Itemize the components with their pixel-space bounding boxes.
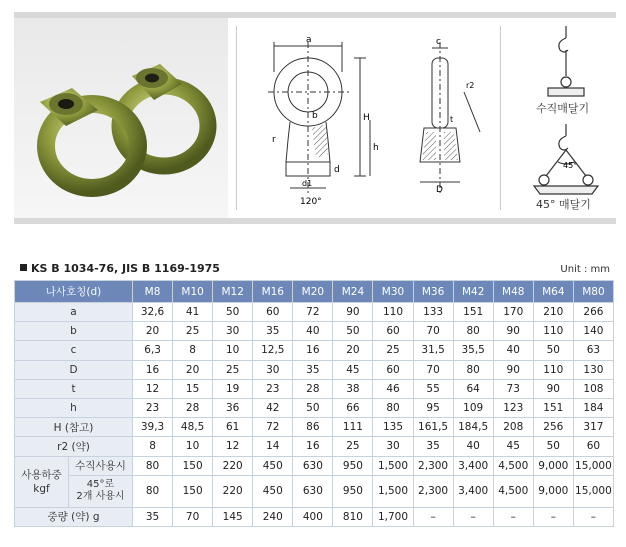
table-cell: 10 — [213, 341, 253, 360]
table-cell: 35 — [133, 507, 173, 526]
table-cell: 46 — [373, 379, 413, 398]
header-size: M16 — [253, 281, 293, 303]
table-cell: 8 — [133, 437, 173, 456]
table-cell: 3,400 — [453, 456, 493, 475]
table-cell: 950 — [333, 475, 373, 507]
table-cell: 3,400 — [453, 475, 493, 507]
standard-title — [20, 262, 220, 275]
figure-divider-1 — [236, 26, 237, 210]
table-cell: 45 — [493, 437, 533, 456]
front-view-drawing — [250, 22, 400, 208]
row-label: t — [15, 379, 133, 398]
table-cell: 30 — [253, 360, 293, 379]
header-size: M12 — [213, 281, 253, 303]
table-cell: 30 — [213, 322, 253, 341]
header-size: M10 — [173, 281, 213, 303]
table-cell: 12 — [213, 437, 253, 456]
row-label: r2 (약) — [15, 437, 133, 456]
table-row-load-45 — [15, 475, 614, 507]
dim-h-label: h — [373, 143, 379, 153]
table-cell: 2,300 — [413, 456, 453, 475]
table-cell: 630 — [293, 475, 333, 507]
dim-t-label: t — [450, 115, 454, 124]
load-group-label — [15, 456, 69, 507]
table-cell: 70 — [413, 360, 453, 379]
table-cell: 1,500 — [373, 456, 413, 475]
table-cell: 80 — [453, 322, 493, 341]
table-cell: 450 — [253, 475, 293, 507]
dim-d-label: d — [334, 165, 340, 175]
table-cell: 109 — [453, 398, 493, 417]
table-cell: 150 — [173, 456, 213, 475]
load-45-label-line2: 2개 사용시 — [76, 491, 125, 503]
table-cell: 66 — [333, 398, 373, 417]
vertical-lift-label: 수직매달기 — [536, 102, 590, 115]
table-cell: 266 — [573, 303, 613, 322]
table-cell: 39,3 — [133, 418, 173, 437]
table-cell: 20 — [133, 322, 173, 341]
bullet-square-icon — [20, 264, 27, 271]
angle-45-label: 45° — [563, 161, 578, 170]
table-cell: 63 — [573, 341, 613, 360]
table-cell: 35 — [413, 437, 453, 456]
spec-table — [14, 280, 614, 527]
header-size: M8 — [133, 281, 173, 303]
table-cell: 150 — [173, 475, 213, 507]
dim-d1-label: d1 — [302, 179, 313, 188]
table-cell: 450 — [253, 456, 293, 475]
table-cell: 810 — [333, 507, 373, 526]
load-group-label-line2: kgf — [33, 482, 50, 495]
table-cell: 145 — [213, 507, 253, 526]
figure-divider-2 — [500, 26, 501, 210]
table-cell: 90 — [493, 360, 533, 379]
table-cell: 9,000 — [533, 475, 573, 507]
table-cell: 170 — [493, 303, 533, 322]
header-size: M80 — [573, 281, 613, 303]
table-cell: – — [453, 507, 493, 526]
table-cell: 19 — [213, 379, 253, 398]
table-cell: 70 — [173, 507, 213, 526]
table-cell: 240 — [253, 507, 293, 526]
table-cell: 950 — [333, 456, 373, 475]
table-cell: 31,5 — [413, 341, 453, 360]
table-cell: 28 — [293, 379, 333, 398]
table-cell: 60 — [373, 322, 413, 341]
table-cell: – — [413, 507, 453, 526]
table-row — [15, 379, 614, 398]
table-cell: 161,5 — [413, 418, 453, 437]
table-cell: 630 — [293, 456, 333, 475]
table-row-weight — [15, 507, 614, 526]
table-cell: 60 — [373, 360, 413, 379]
standard-title-text: KS B 1034-76, JIS B 1169-1975 — [31, 262, 220, 275]
figure-band — [14, 12, 616, 224]
table-cell: 25 — [333, 437, 373, 456]
table-cell: 15,000 — [573, 456, 613, 475]
table-cell: 14 — [253, 437, 293, 456]
table-cell: 184 — [573, 398, 613, 417]
table-cell: 61 — [213, 418, 253, 437]
table-row — [15, 322, 614, 341]
table-row — [15, 360, 614, 379]
table-cell: 4,500 — [493, 456, 533, 475]
dim-c-label: c — [436, 37, 441, 47]
table-cell: 220 — [213, 456, 253, 475]
angle-120-label: 120° — [300, 197, 322, 207]
table-cell: 256 — [533, 418, 573, 437]
table-cell: 90 — [333, 303, 373, 322]
band-bottom-rule — [14, 218, 616, 224]
spec-table-body — [15, 303, 614, 527]
table-cell: 32,6 — [133, 303, 173, 322]
table-cell: 35,5 — [453, 341, 493, 360]
row-label: h — [15, 398, 133, 417]
table-cell: 80 — [373, 398, 413, 417]
table-cell: 48,5 — [173, 418, 213, 437]
table-cell: 23 — [253, 379, 293, 398]
header-thread-size: 나사호칭(d) — [15, 281, 133, 303]
table-cell: 1,500 — [373, 475, 413, 507]
table-cell: 72 — [253, 418, 293, 437]
table-cell: 50 — [533, 437, 573, 456]
table-row — [15, 418, 614, 437]
table-cell: 25 — [373, 341, 413, 360]
dim-H-label: H — [363, 113, 370, 123]
table-cell: 60 — [253, 303, 293, 322]
table-cell: 38 — [333, 379, 373, 398]
table-cell: 41 — [173, 303, 213, 322]
table-cell: 130 — [573, 360, 613, 379]
table-cell: – — [533, 507, 573, 526]
table-cell: 30 — [373, 437, 413, 456]
table-cell: 90 — [493, 322, 533, 341]
table-row — [15, 437, 614, 456]
table-cell: 16 — [293, 437, 333, 456]
side-view-drawing — [402, 22, 492, 208]
row-label: H (참고) — [15, 418, 133, 437]
table-cell: 35 — [253, 322, 293, 341]
table-cell: 50 — [533, 341, 573, 360]
table-cell: 16 — [293, 341, 333, 360]
table-cell: 80 — [133, 475, 173, 507]
dim-r2-label: r2 — [466, 81, 475, 90]
table-cell: 40 — [453, 437, 493, 456]
dim-r-label: r — [272, 135, 276, 145]
table-cell: 23 — [133, 398, 173, 417]
table-cell: 40 — [493, 341, 533, 360]
eye-nut-illustration — [14, 18, 228, 218]
table-cell: 210 — [533, 303, 573, 322]
header-size: M64 — [533, 281, 573, 303]
table-cell: 60 — [573, 437, 613, 456]
table-cell: 45 — [333, 360, 373, 379]
table-cell: 72 — [293, 303, 333, 322]
table-cell: 95 — [413, 398, 453, 417]
table-cell: 151 — [533, 398, 573, 417]
table-cell: 151 — [453, 303, 493, 322]
table-cell: 2,300 — [413, 475, 453, 507]
table-row — [15, 398, 614, 417]
table-row — [15, 303, 614, 322]
table-cell: 50 — [213, 303, 253, 322]
header-size: M42 — [453, 281, 493, 303]
eye-nut-photo — [14, 18, 228, 218]
table-cell: 12,5 — [253, 341, 293, 360]
load-group-label-line1: 사용하중 — [21, 468, 62, 481]
table-cell: 40 — [293, 322, 333, 341]
table-row-load-vertical — [15, 456, 614, 475]
unit-label: Unit : mm — [560, 264, 610, 275]
table-cell: 36 — [213, 398, 253, 417]
load-45-label-line1: 45°로 — [86, 479, 115, 491]
header-size: M24 — [333, 281, 373, 303]
table-cell: 50 — [333, 322, 373, 341]
table-cell: 4,500 — [493, 475, 533, 507]
table-cell: 140 — [573, 322, 613, 341]
table-row — [15, 341, 614, 360]
load-45-label — [69, 475, 133, 507]
table-cell: 70 — [413, 322, 453, 341]
row-label: a — [15, 303, 133, 322]
table-cell: 110 — [533, 360, 573, 379]
table-cell: 35 — [293, 360, 333, 379]
table-cell: – — [573, 507, 613, 526]
table-cell: – — [493, 507, 533, 526]
table-cell: 50 — [293, 398, 333, 417]
load-vertical-label: 수직사용시 — [69, 456, 133, 475]
table-cell: 25 — [173, 322, 213, 341]
table-cell: 64 — [453, 379, 493, 398]
header-size: M30 — [373, 281, 413, 303]
table-cell: 55 — [413, 379, 453, 398]
table-cell: 8 — [173, 341, 213, 360]
table-cell: 20 — [173, 360, 213, 379]
table-cell: 73 — [493, 379, 533, 398]
table-cell: 90 — [533, 379, 573, 398]
table-cell: 110 — [533, 322, 573, 341]
row-label: b — [15, 322, 133, 341]
table-cell: 20 — [333, 341, 373, 360]
table-cell: 123 — [493, 398, 533, 417]
table-cell: 1,700 — [373, 507, 413, 526]
table-cell: 135 — [373, 418, 413, 437]
dim-a-label: a — [306, 35, 312, 45]
table-cell: 110 — [373, 303, 413, 322]
table-cell: 108 — [573, 379, 613, 398]
table-cell: 80 — [133, 456, 173, 475]
header-size: M48 — [493, 281, 533, 303]
table-cell: 6,3 — [133, 341, 173, 360]
table-cell: 9,000 — [533, 456, 573, 475]
header-size: M20 — [293, 281, 333, 303]
weight-label: 중량 (약) g — [15, 507, 133, 526]
dim-b-label: b — [312, 111, 318, 121]
table-cell: 111 — [333, 418, 373, 437]
table-cell: 16 — [133, 360, 173, 379]
table-cell: 28 — [173, 398, 213, 417]
angle-lift-label: 45° 매달기 — [536, 198, 591, 211]
table-cell: 220 — [213, 475, 253, 507]
header-size: M36 — [413, 281, 453, 303]
dim-D-label: D — [436, 185, 443, 195]
table-cell: 208 — [493, 418, 533, 437]
table-cell: 15 — [173, 379, 213, 398]
table-cell: 12 — [133, 379, 173, 398]
table-cell: 184,5 — [453, 418, 493, 437]
table-cell: 25 — [213, 360, 253, 379]
table-cell: 42 — [253, 398, 293, 417]
table-cell: 400 — [293, 507, 333, 526]
table-cell: 317 — [573, 418, 613, 437]
row-label: c — [15, 341, 133, 360]
table-cell: 133 — [413, 303, 453, 322]
table-cell: 15,000 — [573, 475, 613, 507]
row-label: D — [15, 360, 133, 379]
table-cell: 86 — [293, 418, 333, 437]
table-cell: 80 — [453, 360, 493, 379]
table-header-row — [15, 281, 614, 303]
table-cell: 10 — [173, 437, 213, 456]
